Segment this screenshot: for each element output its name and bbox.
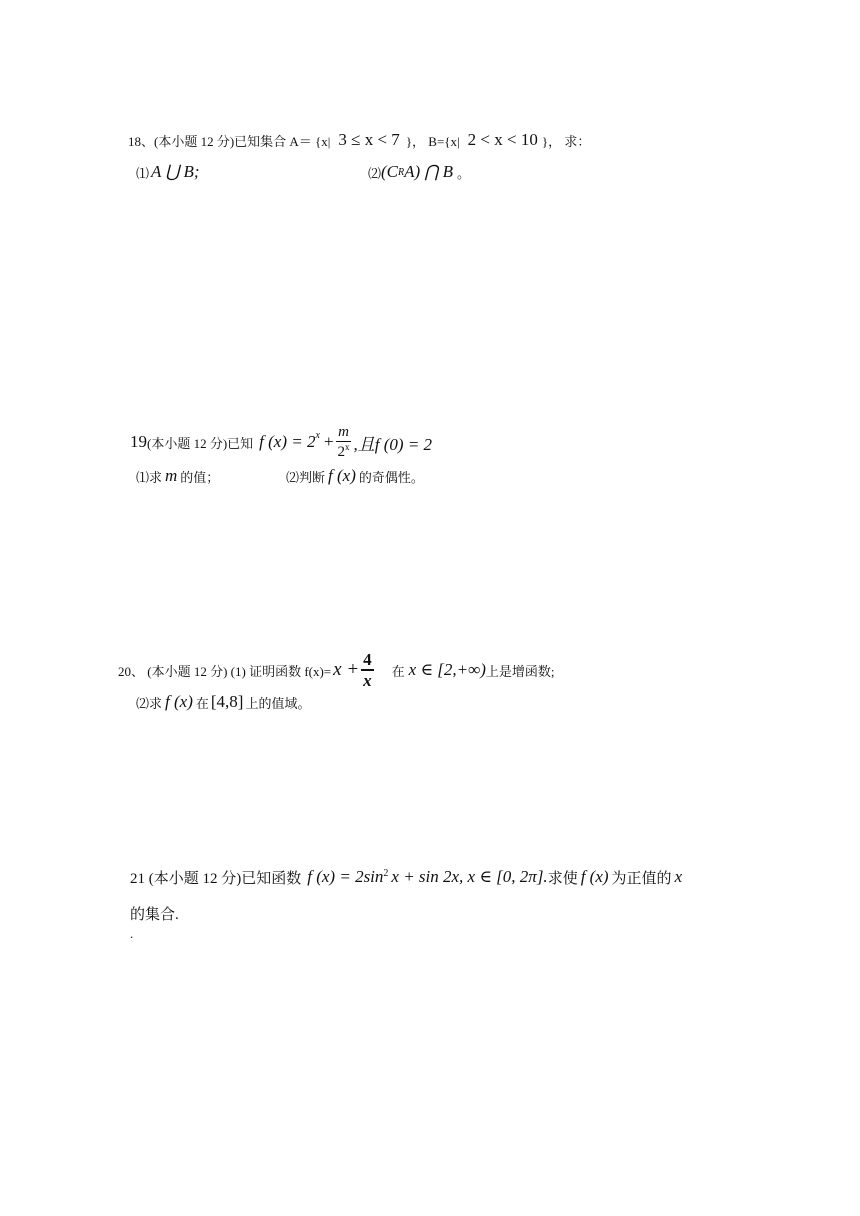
q19-fraction — [336, 425, 352, 460]
q21-line2: 的集合. — [130, 906, 179, 923]
q21-sup: 2 — [383, 868, 389, 879]
q20-tail: 上是增函数; — [485, 663, 555, 679]
question-18-parts-1 — [136, 160, 200, 184]
question-20-part2 — [136, 690, 310, 714]
q21-prefix: 21 (本小题 12 分)已知函数 — [130, 870, 302, 887]
q19-part1-tail: 的值； — [180, 469, 220, 485]
q18-part1-expr: A ⋃ B; — [151, 162, 200, 181]
question-18-line1 — [128, 128, 590, 152]
q19-plus: + — [323, 432, 334, 451]
q19-paren: (本小题 12 分)已知 — [147, 435, 254, 451]
q21-expr: f (x) = 2sin — [307, 867, 384, 886]
q18-prefix: 18、(本小题 12 分)已知集合 A＝ {x| — [128, 133, 331, 149]
q21-dot: . — [130, 926, 134, 941]
q19-part1-var: m — [165, 466, 178, 485]
q20-mid: 在 — [391, 663, 405, 679]
q19-lhs: f (x) = 2 — [259, 432, 316, 451]
q18-part1-label: ⑴ — [136, 165, 150, 181]
question-20-line1 — [118, 646, 555, 694]
question-21-line2 — [130, 900, 179, 926]
q21-mid2: 为正值的 — [611, 870, 672, 887]
question-19-part2 — [286, 464, 424, 488]
q18-part2-rest: A) ⋂ B — [404, 162, 453, 181]
q20-part2-label: ⑵求 — [136, 695, 163, 711]
question-19-part1 — [136, 464, 219, 488]
question-18-parts-2 — [368, 160, 470, 184]
q19-sup: x — [315, 430, 320, 441]
q19-part1-label: ⑴求 — [136, 469, 163, 485]
q21-mid: 求使 — [547, 870, 578, 887]
q20-part2-interval: [4,8] — [210, 692, 244, 711]
q19-denominator: 2$^x$ — [337, 441, 350, 460]
question-21-line1 — [130, 864, 682, 890]
q18-part2-label: ⑵ — [368, 165, 382, 181]
q19-number: 19 — [130, 432, 147, 451]
q21-expr2: x + sin 2x, x ∈ [0, 2π]. — [391, 867, 548, 886]
q20-part2-mid: 在 — [195, 695, 209, 711]
q19-tail: ,且f (0) = 2 — [353, 434, 433, 454]
q20-prefix: 20、 (本小题 12 分) (1) 证明函数 f(x)= — [118, 663, 332, 679]
q18-part2-expr: (C — [381, 162, 399, 181]
q18-mid: }， B={x| — [405, 133, 460, 149]
q21-expr3: f (x) — [580, 867, 609, 886]
q20-fraction — [361, 651, 374, 689]
q18-part2-sub: R — [398, 166, 405, 178]
q20-part2-expr: f (x) — [165, 692, 193, 711]
q20-expr-x: x + — [333, 659, 360, 680]
q21-dot-line — [130, 924, 133, 944]
q18-suffix: }， 求： — [541, 133, 591, 149]
q18-a-condition: 3 ≤ x < 7 — [338, 130, 400, 149]
q20-denominator: x — [363, 671, 372, 690]
q18-part2-end: 。 — [457, 165, 471, 181]
q19-part2-label: ⑵判断 — [286, 469, 326, 485]
q20-part2-tail: 上的值域。 — [245, 695, 311, 711]
q20-numerator: 4 — [363, 650, 372, 669]
q19-numerator: m — [338, 423, 349, 440]
q21-var: x — [674, 867, 683, 886]
q19-part2-tail: 的奇偶性。 — [358, 469, 424, 485]
q20-domain: x ∈ [2,+∞) — [408, 660, 486, 679]
q19-part2-expr: f (x) — [328, 466, 356, 485]
question-19-line1 — [130, 422, 432, 462]
q18-b-condition: 2 < x < 10 — [467, 130, 538, 149]
